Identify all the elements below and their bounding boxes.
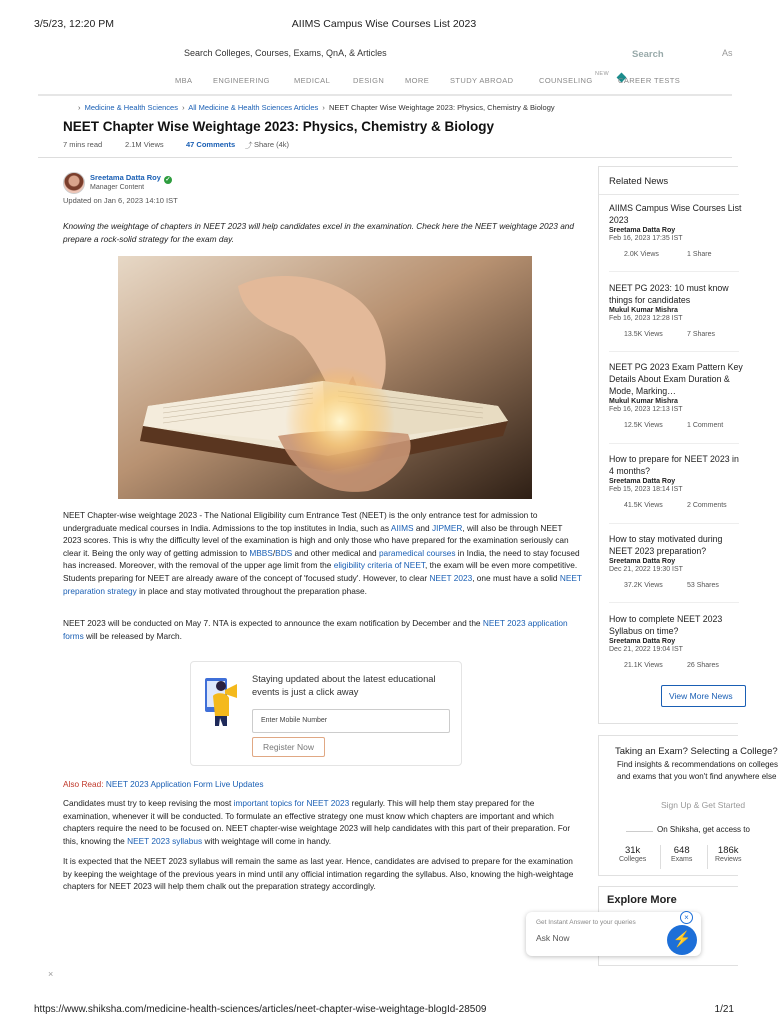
eligibility-link[interactable]: eligibility criteria of NEET bbox=[333, 560, 425, 571]
divider bbox=[626, 831, 653, 832]
chevron-right-icon: › bbox=[78, 103, 81, 112]
also-read bbox=[63, 779, 263, 789]
p1-text: and bbox=[413, 522, 432, 533]
hero-image bbox=[118, 256, 532, 499]
article-title: NEET Chapter Wise Weightage 2023: Physics, Chemistry & Biology bbox=[63, 119, 494, 134]
author-name-text[interactable]: Sreetama Datta Roy bbox=[90, 173, 161, 182]
updated-date: Updated on Jan 6, 2023 14:10 IST bbox=[63, 196, 178, 205]
news-title[interactable]: How to complete NEET 2023 Syllabus on time? bbox=[609, 614, 723, 636]
also-read-label: Also Read: bbox=[63, 779, 106, 789]
news-views: 21.1K Views bbox=[624, 662, 663, 669]
subscribe-message: Staying updated about the latest educational events is just a click away bbox=[252, 674, 436, 697]
news-stats bbox=[609, 502, 744, 512]
stat-reviews bbox=[715, 845, 741, 863]
stat-number: 186k bbox=[717, 845, 739, 856]
nav-item-more[interactable]: MORE bbox=[405, 76, 430, 85]
breadcrumb bbox=[76, 103, 636, 112]
share-button[interactable]: Share (4k) bbox=[254, 140, 290, 149]
search-button[interactable]: Search bbox=[632, 49, 664, 60]
nav-item-mba[interactable]: MBA bbox=[175, 76, 193, 85]
news-author: Sreetama Datta Roy bbox=[609, 478, 676, 485]
mobile-number-input[interactable]: Enter Mobile Number bbox=[252, 709, 450, 733]
share-icon[interactable]: ⤴ bbox=[245, 141, 253, 150]
nav-item-medical[interactable]: MEDICAL bbox=[294, 76, 331, 85]
explore-more-title: Explore More bbox=[607, 894, 677, 906]
news-item[interactable] bbox=[609, 202, 744, 261]
nav-divider bbox=[38, 94, 732, 96]
article-meta bbox=[63, 140, 423, 152]
print-header bbox=[34, 18, 734, 32]
mbbs-link[interactable]: MBBS bbox=[249, 547, 273, 558]
stat-divider bbox=[707, 845, 708, 869]
news-item[interactable] bbox=[609, 533, 744, 592]
news-views: 2.0K Views bbox=[624, 251, 659, 258]
news-date: Feb 16, 2023 17:35 IST bbox=[609, 235, 683, 242]
news-shares: 2 Comments bbox=[687, 502, 727, 509]
news-stats bbox=[609, 662, 744, 672]
news-views: 13.5K Views bbox=[624, 331, 663, 338]
news-shares: 7 Shares bbox=[687, 331, 716, 338]
p2-text: NEET 2023 will be conducted on May 7. NTA is expected to announce the exam notification by December and the bbox=[63, 618, 483, 628]
application-forms-link[interactable]: NEET 2023 application forms bbox=[63, 618, 568, 641]
news-title[interactable]: NEET PG 2023 Exam Pattern Key Details About Exam Duration & Mode, Marking… bbox=[609, 362, 743, 396]
news-stats bbox=[609, 251, 744, 261]
aiims-link[interactable]: AIIMS bbox=[390, 522, 414, 533]
p3-text: with weightage will come in handy. bbox=[202, 835, 332, 846]
exam-box-subtitle-line: Find insights & recommendations on colleges bbox=[617, 760, 778, 769]
ask-prompt: Get Instant Answer to your queries bbox=[536, 919, 636, 926]
related-news-title: Related News bbox=[609, 176, 669, 187]
news-divider bbox=[609, 523, 739, 524]
news-divider bbox=[609, 271, 739, 272]
neet-2023-link[interactable]: NEET 2023 bbox=[429, 572, 473, 583]
news-item[interactable] bbox=[609, 282, 744, 341]
news-date: Dec 21, 2022 19:04 IST bbox=[609, 646, 683, 653]
p1-text: in place and stay motivated throughout the preparation phase. bbox=[136, 585, 367, 596]
exam-box-subtitle bbox=[617, 759, 778, 783]
on-shiksha-text: On Shiksha, get access to bbox=[657, 825, 750, 834]
breadcrumb-item-medicine[interactable]: Medicine & Health Sciences bbox=[84, 103, 178, 112]
article-paragraph-3 bbox=[63, 797, 583, 847]
news-title[interactable]: How to stay motivated during NEET 2023 preparation? bbox=[609, 534, 723, 556]
news-author: Sreetama Datta Roy bbox=[609, 638, 676, 645]
p1-text: , the exam will be even more competitive. Students preparing for NEET are already aware of the concept of 'focused study'. However, to clear bbox=[63, 560, 578, 583]
search-input[interactable]: Search Colleges, Courses, Exams, QnA, & Articles bbox=[184, 48, 387, 58]
news-views: 41.5K Views bbox=[624, 502, 663, 509]
ask-now-widget[interactable] bbox=[526, 912, 701, 956]
p1-text: NEET Chapter-wise weightage 2023 - The National Eligibility cum Entrance Test (NEET) is the only entrance test for admission to undergraduate medical courses in India. Admissions to the top institutes in India, such as bbox=[63, 510, 538, 533]
avatar bbox=[63, 172, 85, 194]
sign-up-button[interactable]: Sign Up & Get Started bbox=[661, 800, 746, 810]
news-shares: 26 Shares bbox=[687, 662, 719, 669]
p3-text: Candidates must try to keep revising the most bbox=[63, 798, 234, 808]
news-stats bbox=[609, 331, 744, 341]
close-icon[interactable]: × bbox=[48, 969, 54, 979]
paramedical-link[interactable]: paramedical courses bbox=[378, 547, 456, 558]
p1-text: in India, the need to stay focused has increased. Moreover, with the removal of the upper age limit from the bbox=[63, 547, 580, 571]
author-role: Manager Content bbox=[90, 184, 145, 191]
news-author: Mukul Kumar Mishra bbox=[609, 398, 678, 405]
also-read-link[interactable]: NEET 2023 Application Form Live Updates bbox=[105, 779, 264, 789]
news-shares: 53 Shares bbox=[687, 582, 719, 589]
bds-link[interactable]: BDS bbox=[275, 547, 293, 558]
news-title[interactable]: NEET PG 2023: 10 must know things for candidates bbox=[609, 283, 729, 305]
news-author: Mukul Kumar Mishra bbox=[609, 307, 678, 314]
related-news-divider bbox=[599, 194, 739, 195]
exam-signup-box bbox=[598, 735, 778, 876]
p1-text: , will also be through NEET 2023 scores. This is why the difficulty level of the examination is high and only those who have prepared for the examination seriously can clear it. Being the only way of getting admission to bbox=[63, 522, 569, 558]
ask-link[interactable]: As bbox=[722, 48, 733, 58]
p2-text: will be released by March. bbox=[83, 630, 182, 641]
stat-number: 648 bbox=[673, 845, 690, 856]
print-url: https://www.shiksha.com/medicine-health-sciences/articles/neet-chapter-wise-weightage-blogId-28509 bbox=[34, 1004, 487, 1015]
nav-item-engineering[interactable]: ENGINEERING bbox=[213, 76, 270, 85]
ask-now-button[interactable]: Ask Now bbox=[536, 933, 570, 943]
news-divider bbox=[609, 351, 739, 352]
print-title: AIIMS Campus Wise Courses List 2023 bbox=[291, 18, 477, 30]
register-now-button[interactable]: Register Now bbox=[252, 737, 325, 757]
article-paragraph-1 bbox=[63, 509, 583, 597]
comments-link[interactable]: 47 Comments bbox=[186, 140, 236, 149]
nav-item-counseling[interactable]: COUNSELING bbox=[539, 76, 593, 85]
news-views: 12.5K Views bbox=[624, 422, 663, 429]
preparation-strategy-link[interactable]: NEET preparation strategy bbox=[63, 572, 582, 596]
news-stats bbox=[609, 582, 744, 592]
news-author: Sreetama Datta Roy bbox=[609, 558, 676, 565]
title-divider bbox=[38, 157, 732, 158]
p1-text: and other medical and bbox=[292, 547, 379, 558]
view-more-news-button[interactable]: View More News bbox=[661, 685, 746, 707]
nav-item-career-tests[interactable]: CAREER TESTS bbox=[618, 76, 681, 85]
news-stats bbox=[609, 422, 744, 432]
stat-label: Exams bbox=[671, 856, 693, 863]
news-shares: 1 Share bbox=[687, 251, 712, 258]
news-date: Feb 16, 2023 12:13 IST bbox=[609, 406, 683, 413]
news-author: Sreetama Datta Roy bbox=[609, 227, 676, 234]
news-divider bbox=[609, 602, 739, 603]
stat-divider bbox=[660, 845, 661, 869]
author-name[interactable] bbox=[90, 173, 172, 184]
news-shares: 1 Comment bbox=[687, 422, 724, 429]
print-date: 3/5/23, 12:20 PM bbox=[34, 18, 114, 30]
news-date: Dec 21, 2022 19:30 IST bbox=[609, 566, 683, 573]
print-page-number: 1/21 bbox=[714, 1004, 734, 1015]
syllabus-link[interactable]: NEET 2023 syllabus bbox=[127, 835, 203, 846]
subscribe-box bbox=[190, 661, 462, 766]
p1-text: / bbox=[272, 547, 276, 558]
related-news-panel bbox=[598, 166, 743, 724]
news-date: Feb 16, 2023 12:28 IST bbox=[609, 315, 683, 322]
lightning-icon[interactable]: ⚡ bbox=[667, 925, 697, 955]
breadcrumb-item-current: NEET Chapter Wise Weightage 2023: Physics, Chemistry & Biology bbox=[329, 103, 555, 112]
article-intro: Knowing the weightage of chapters in NEET 2023 will help candidates excel in the examination. Check here the NEET weightage 2023 and prepare a rock-solid strategy for the exam day. bbox=[63, 221, 575, 244]
hero-image-illustration bbox=[118, 256, 532, 499]
read-time: 7 mins read bbox=[63, 140, 103, 149]
news-item[interactable] bbox=[609, 613, 744, 672]
exam-box-heading: Taking an Exam? Selecting a College? bbox=[615, 746, 778, 757]
news-title[interactable]: How to prepare for NEET 2023 in 4 months? bbox=[609, 454, 739, 476]
news-divider bbox=[609, 443, 739, 444]
site-search-bar bbox=[180, 48, 740, 62]
view-count: 2.1M Views bbox=[125, 140, 164, 149]
chevron-right-icon: › bbox=[182, 103, 185, 112]
p1-text: , one must have a solid bbox=[472, 572, 560, 583]
news-item[interactable] bbox=[609, 453, 744, 512]
stat-exams bbox=[671, 845, 692, 863]
main-nav bbox=[175, 71, 735, 90]
new-badge: NEW bbox=[595, 71, 610, 77]
news-date: Feb 15, 2023 18:14 IST bbox=[609, 486, 683, 493]
stat-number: 31k bbox=[624, 845, 641, 856]
news-views: 37.2K Views bbox=[624, 582, 663, 589]
megaphone-person-icon bbox=[203, 672, 241, 728]
news-item[interactable] bbox=[609, 361, 744, 432]
verified-icon: ✓ bbox=[165, 177, 171, 183]
nav-item-study-abroad[interactable]: STUDY ABROAD bbox=[450, 76, 514, 85]
stat-label: Colleges bbox=[619, 856, 647, 863]
exam-box-subtitle-line: and exams that you won't find anywhere else bbox=[617, 772, 777, 781]
chevron-right-icon: › bbox=[322, 103, 325, 112]
p3-text: regularly. This will help them stay prepared for the examination, whenever it will be conducted. To formulate an effective strategy one must know which chapters are important and which chapters require the need to be focused on. NEET chapter-wise weightage 2023 will help candidates with this part of their preparation. For this, knowing the bbox=[63, 798, 571, 846]
nav-item-design[interactable]: DESIGN bbox=[353, 76, 385, 85]
stat-colleges bbox=[619, 845, 646, 863]
breadcrumb-item-articles[interactable]: All Medicine & Health Sciences Articles bbox=[188, 103, 319, 112]
close-icon[interactable]: × bbox=[680, 911, 693, 924]
article-paragraph-4: It is expected that the NEET 2023 syllabus will remain the same as last year. Hence, candidates are advised to prepare for the examination by keeping the weightage of the previous years in mind until any official intimation regarding the syllabus. Also, knowing the high-weightage chapters for NEET 2023 will help them chalk out the preparation strategy accordingly. bbox=[63, 856, 574, 892]
stat-label: Reviews bbox=[715, 856, 742, 863]
jipmer-link[interactable]: JIPMER bbox=[431, 522, 463, 533]
important-topics-link[interactable]: important topics for NEET 2023 bbox=[233, 798, 350, 808]
news-title[interactable]: AIIMS Campus Wise Courses List 2023 bbox=[609, 203, 742, 225]
article-paragraph-2 bbox=[63, 617, 583, 642]
